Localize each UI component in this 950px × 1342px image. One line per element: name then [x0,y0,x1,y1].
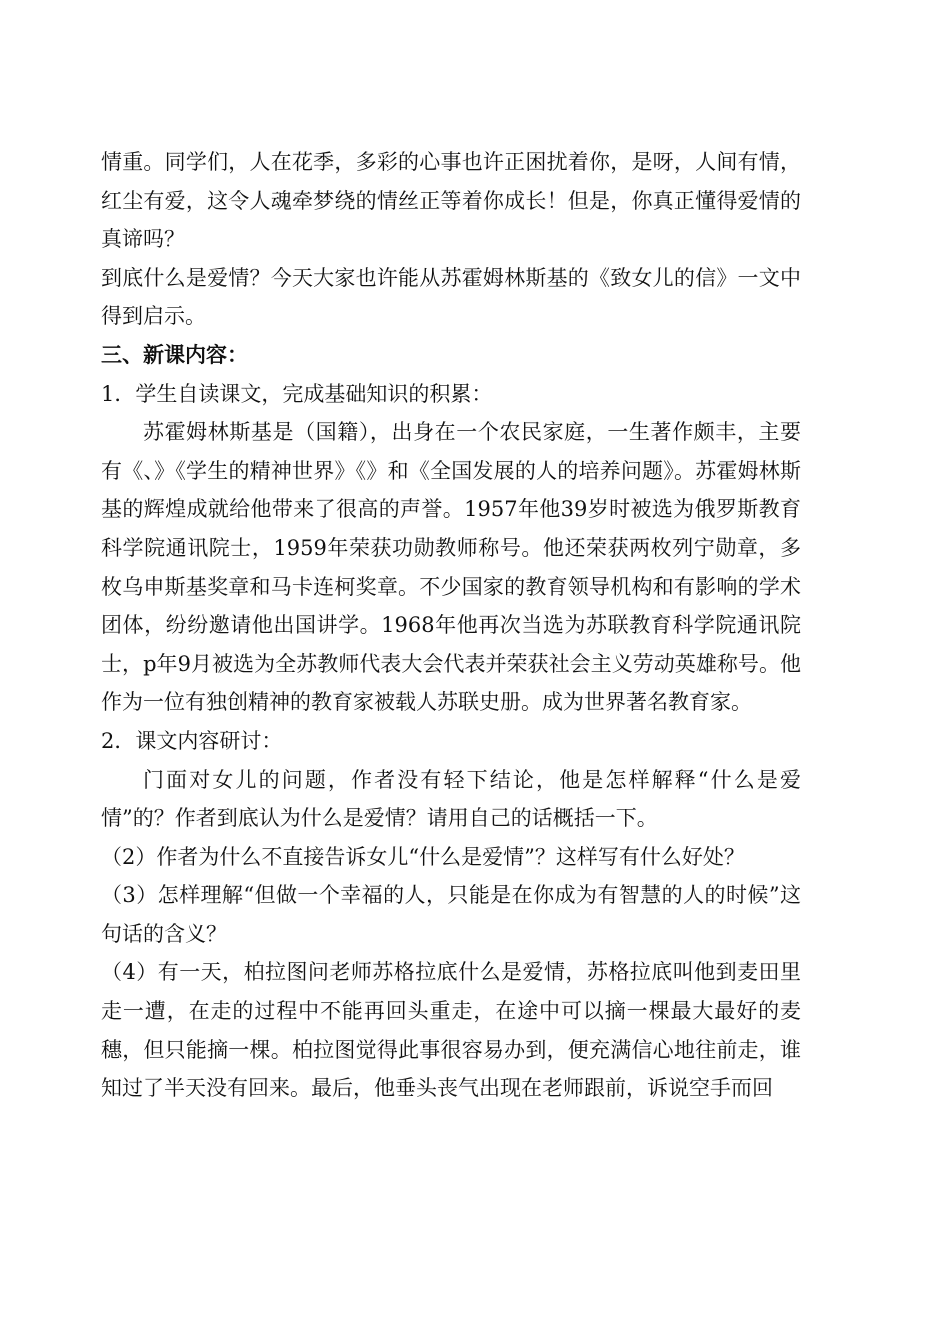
intro-paragraph: 情重。同学们，人在花季，多彩的心事也许正困扰着你，是呀，人间有情，红尘有爱，这令人魂牵梦绕的情丝正等着你成长！但是，你真正懂得爱情的真谛吗？ [101,150,801,252]
question-4: （4）有一天，柏拉图问老师苏格拉底什么是爱情，苏格拉底叫他到麦田里走一遭，在走的过程中不能再回头重走，在途中可以摘一棵最大最好的麦穗，但只能摘一棵。柏拉图觉得此事很容易办到，便充满信心地往前走，谁知过了半天没有回来。最后，他垂头丧气出现在老师跟前，诉说空手而回 [101,960,801,1101]
section-heading: 三、新课内容： [101,342,248,367]
item-1-title: 1．学生自读课文，完成基础知识的积累： [101,381,493,406]
item-1-body: 苏霍姆林斯基是（国籍），出身在一个农民家庭，一生著作颇丰，主要有《、》《学生的精神世界》《》和《全国发展的人的培养问题》。苏霍姆林斯基的辉煌成就给他带来了很高的声誉。1957年他39岁时被选为俄罗斯教育科学院通讯院士，1959年荣获功勋教师称号。他还荣获两枚列宁勋章，多枚乌申斯基奖章和马卡连柯奖章。不少国家的教育领导机构和有影响的学术团体，纷纷邀请他出国讲学。1968年他再次当选为苏联教育科学院通讯院士，p年9月被选为全苏教师代表大会代表并荣获社会主义劳动英雄称号。他作为一位有独创精神的教育家被载人苏联史册。成为世界著名教育家。 [101,420,801,715]
question-1: 门面对女儿的问题，作者没有轻下结论，他是怎样解释“什么是爱情”的？作者到底认为什么是爱情？请用自己的话概括一下。 [101,767,801,831]
item-2-title: 2．课文内容研讨： [101,728,283,753]
question-paragraph: 到底什么是爱情？今天大家也许能从苏霍姆林斯基的《致女儿的信》一文中得到启示。 [101,265,801,329]
question-2: （2）作者为什么不直接告诉女儿“什么是爱情”？这样写有什么好处？ [101,844,745,869]
document-body [101,143,801,1108]
question-3: （3）怎样理解“但做一个幸福的人，只能是在你成为有智慧的人的时候”这句话的含义？ [101,883,801,946]
